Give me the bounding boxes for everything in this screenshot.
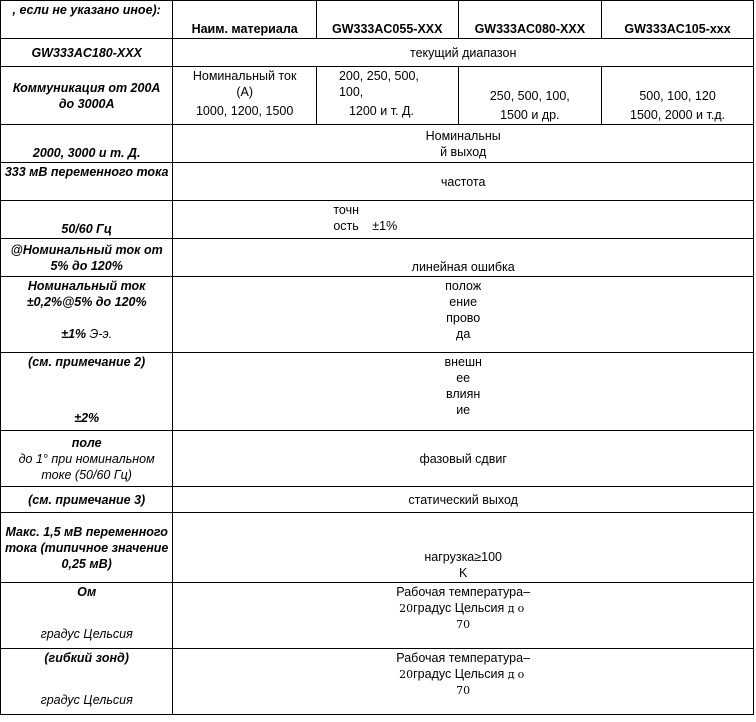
table-row (1, 163, 754, 201)
row-label: 333 мВ переменного тока (1, 163, 173, 201)
label-line: градус Цельсия (40, 627, 133, 641)
gw080-values-cell (458, 67, 602, 125)
cell-line: прово (446, 311, 481, 325)
cell-line: да (456, 327, 471, 341)
cell-line: нагрузка≥100 (424, 550, 502, 564)
cell-line: 200, 250, 500, (338, 69, 419, 83)
table-row (1, 353, 754, 431)
cell-line: Рабочая температура– (396, 585, 531, 599)
cell-line: полож (445, 279, 482, 293)
label-line: Номинальный ток ±0,2%@5% до 120% (26, 279, 147, 309)
cell-line: 250, 500, 100, (489, 89, 570, 103)
row-value (173, 583, 754, 649)
gw105-values-cell (602, 67, 754, 125)
row-label: Макс. 1,5 мВ переменного тока (типичное значение 0,25 мВ) (1, 513, 173, 583)
table-row (1, 201, 754, 239)
row-value: линейная ошибка (173, 239, 754, 277)
cell-line: (A) (236, 85, 253, 99)
label-line: Ом (77, 585, 97, 599)
cell-line: Рабочая температура– (396, 651, 531, 665)
row-label: 2000, 3000 и т. Д. (1, 125, 173, 163)
row-label: Коммуникация от 200А до 3000А (1, 67, 173, 125)
header-corner: , если не указано иное): (1, 1, 173, 39)
row-value (173, 201, 754, 239)
cell-line: 70 (456, 618, 471, 631)
row-value (173, 277, 754, 353)
header-material: Наим. материала (173, 1, 317, 39)
row-value: фазовый сдвиг (173, 431, 754, 487)
row-value: статический выход (173, 487, 754, 513)
table-row (1, 67, 754, 125)
table-row (1, 239, 754, 277)
row-label: GW333AC180-XXX (1, 39, 173, 67)
table-row (1, 513, 754, 583)
cell-line: ие (456, 403, 471, 417)
row-label: 50/60 Гц (1, 201, 173, 239)
cell-line: точн (333, 203, 360, 217)
cell-line: ение (449, 295, 478, 309)
label-line: ±2% (74, 411, 100, 425)
cell-text: градус Цельсия (413, 601, 505, 615)
cell-line: K (459, 566, 468, 580)
table-row (1, 649, 754, 715)
row-value (173, 649, 754, 715)
row-label (1, 583, 173, 649)
header-row (1, 1, 754, 39)
label-text: Э-э. (89, 327, 113, 341)
cell-line (176, 600, 750, 617)
table-row (1, 125, 754, 163)
label-text: ±1% (61, 327, 87, 341)
cell-text: ость (333, 219, 359, 233)
label-line: (см. примечание 2) (28, 355, 146, 369)
gw055-values-cell (316, 67, 458, 125)
cell-line: влиян (446, 387, 481, 401)
row-label (1, 649, 173, 715)
row-value (173, 125, 754, 163)
cell-text: ±1% (372, 219, 398, 233)
row-value (173, 513, 754, 583)
label-line: (гибкий зонд) (44, 651, 129, 665)
cell-line (176, 666, 750, 683)
cell-line: Номинальный ток (192, 69, 297, 83)
cell-line (333, 218, 750, 234)
cell-text: градус Цельсия (413, 667, 505, 681)
table-row (1, 431, 754, 487)
cell-text: до (507, 602, 528, 615)
cell-line: 1500, 2000 и т.д. (630, 108, 726, 122)
table-row (1, 39, 754, 67)
row-label: @Номинальный ток от 5% до 120% (1, 239, 173, 277)
row-label (1, 277, 173, 353)
table-row (1, 583, 754, 649)
cell-line: 1200 и т. Д. (348, 104, 414, 118)
table-row (1, 487, 754, 513)
cell-line: й выход (440, 144, 487, 159)
cell-line: 70 (456, 684, 471, 697)
cell-text: 20 (399, 602, 414, 615)
cell-text: 20 (399, 668, 414, 681)
row-label (1, 431, 173, 487)
header-gw105: GW333AC105-xxx (602, 1, 754, 39)
label-line: до 1° при номинальном токе (50/60 Гц) (18, 451, 155, 482)
header-gw055: GW333AC055-XXX (316, 1, 458, 39)
cell-line: внешн (444, 355, 482, 369)
label-line (4, 326, 169, 342)
cell-line: ее (456, 371, 471, 385)
cell-line: Номинальны (425, 128, 501, 143)
row-label (1, 353, 173, 431)
row-label: (см. примечание 3) (1, 487, 173, 513)
cell-line: 1000, 1200, 1500 (195, 104, 294, 118)
cell-line: 500, 100, 120 (639, 89, 716, 103)
rated-current-cell (173, 67, 317, 125)
label-line: градус Цельсия (40, 693, 133, 707)
label-line: поле (71, 435, 102, 450)
table-row (1, 277, 754, 353)
header-gw080: GW333AC080-XXX (458, 1, 602, 39)
row-value: текущий диапазон (173, 39, 754, 67)
cell-line: 100, (338, 85, 364, 99)
cell-line: 1500 и др. (500, 108, 560, 122)
row-value (173, 353, 754, 431)
row-value: частота (173, 163, 754, 201)
cell-text: до (507, 668, 528, 681)
